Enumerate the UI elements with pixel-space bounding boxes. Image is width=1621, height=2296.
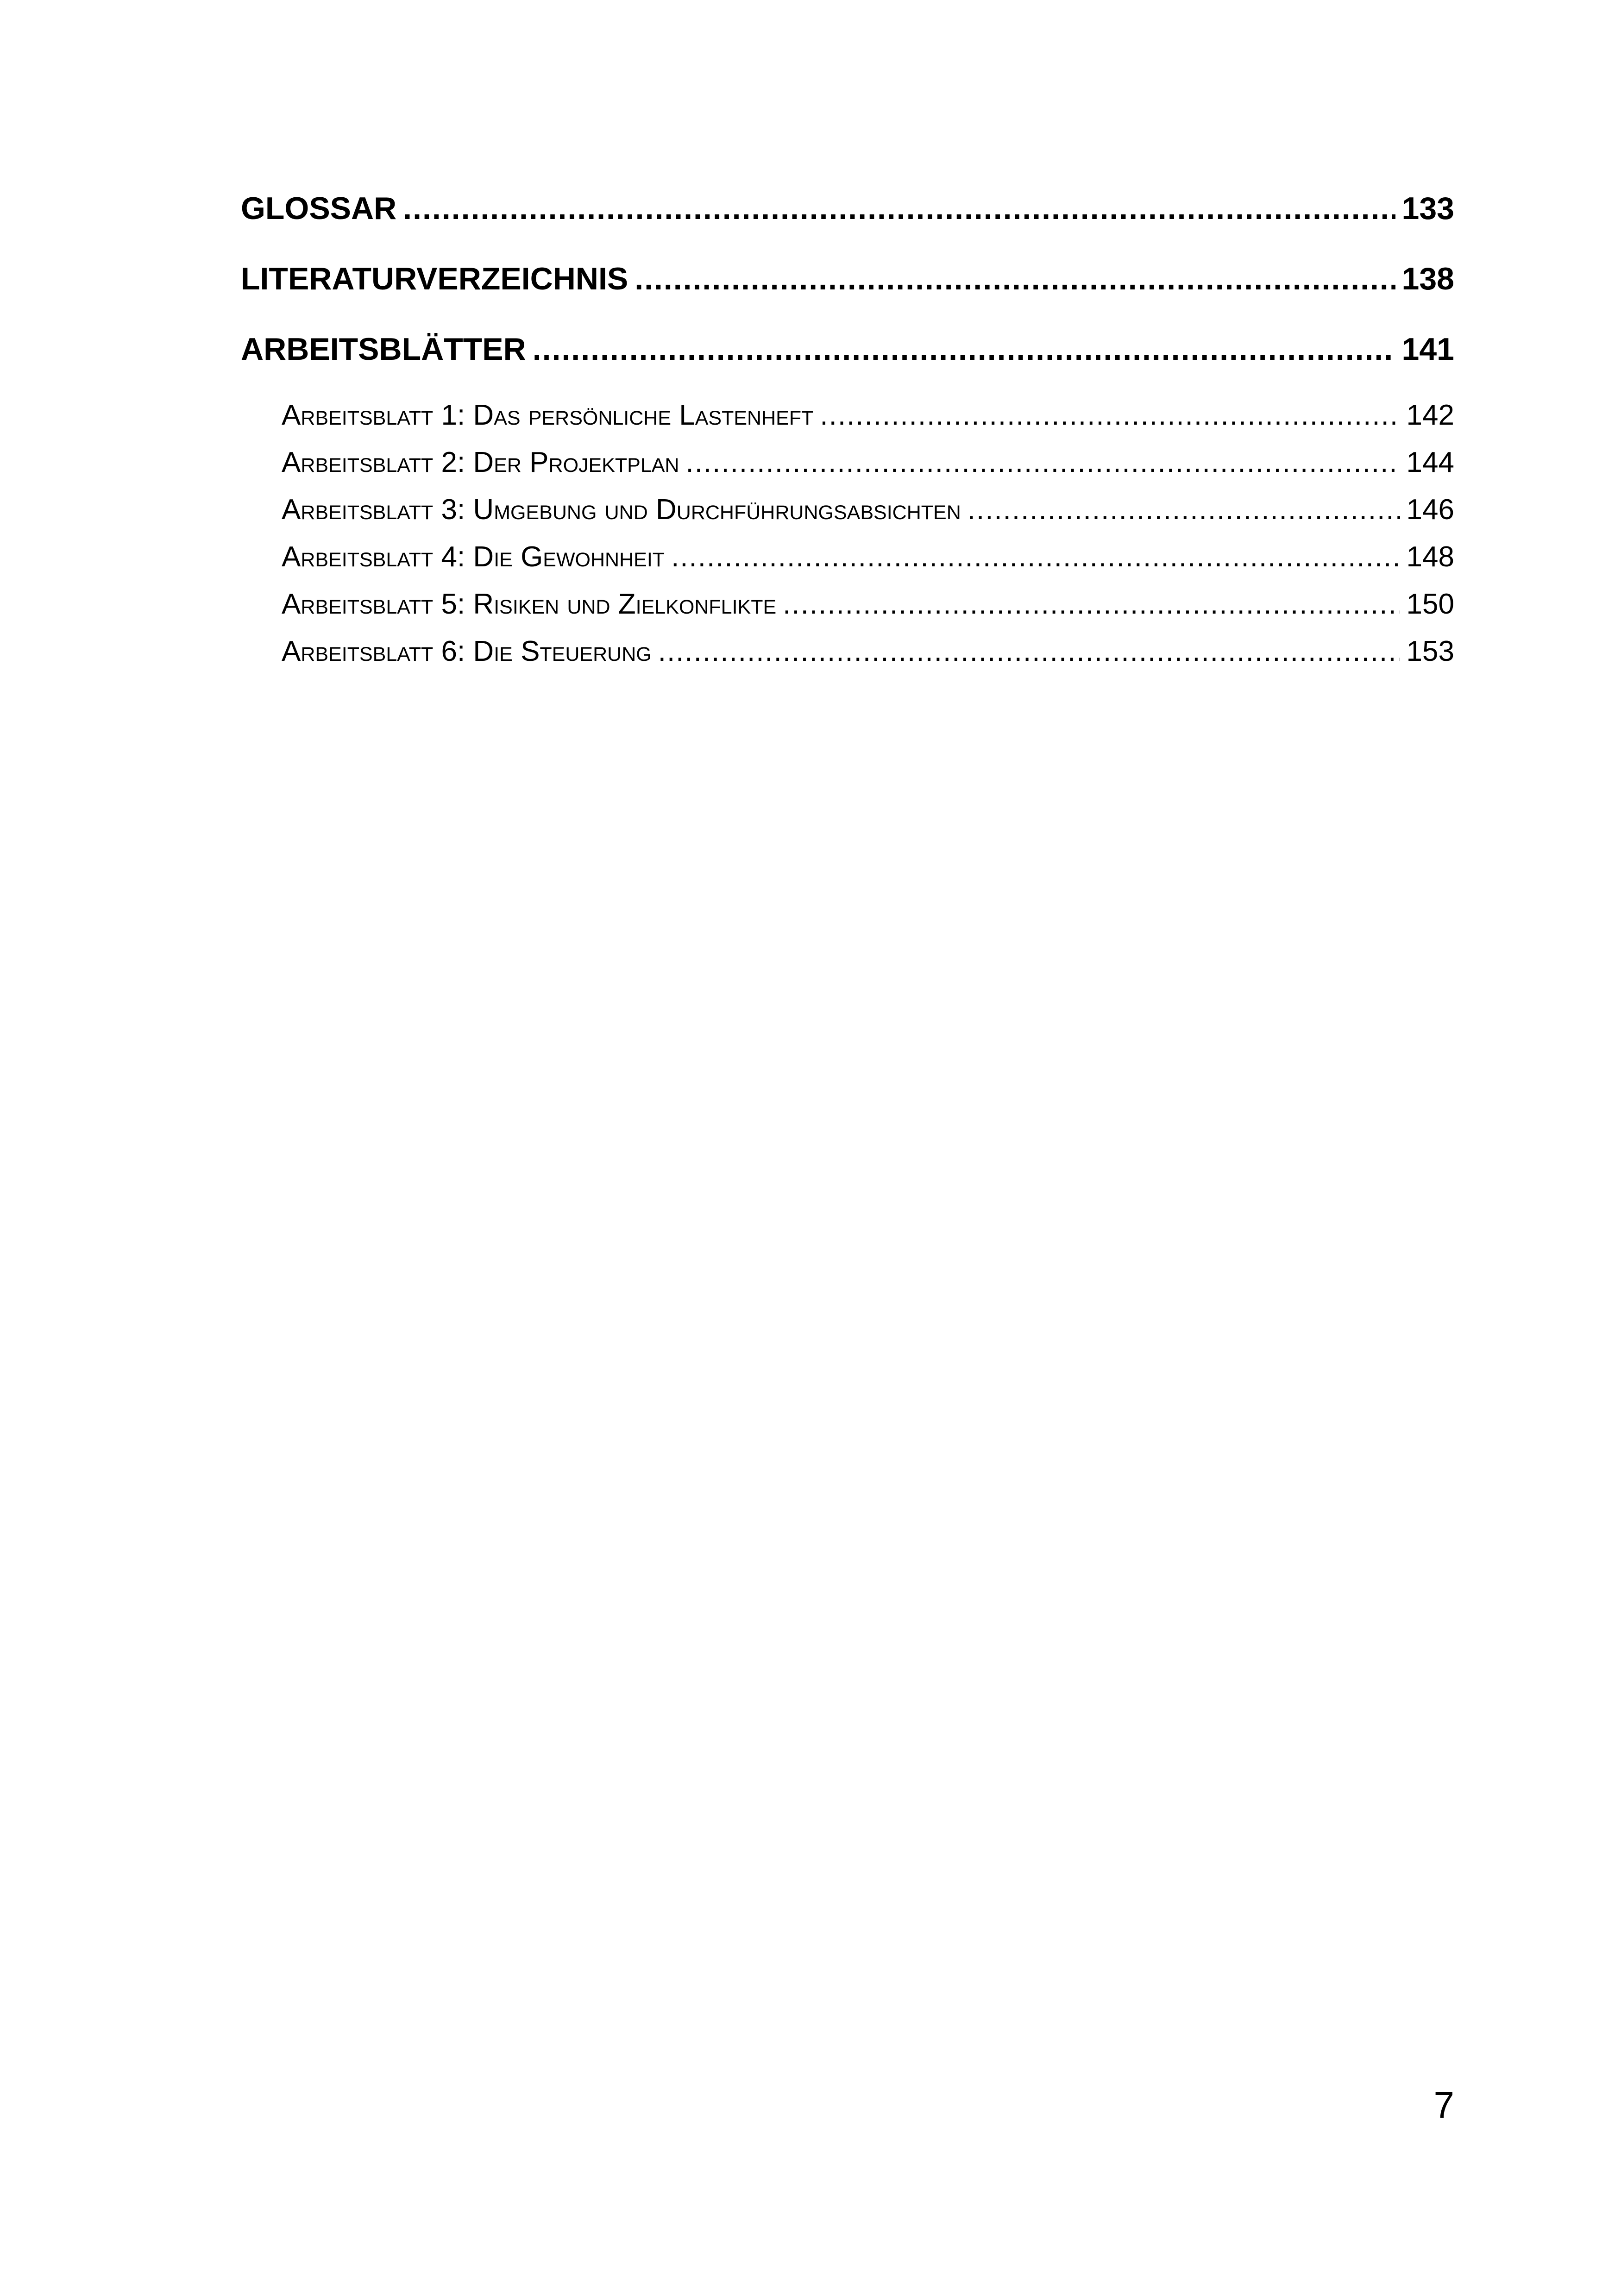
toc-entry-title: Arbeitsblatt 4: Die Gewohnheit <box>282 541 665 573</box>
toc-entry-page: 142 <box>1406 399 1454 431</box>
toc-entry-title: Arbeitsblatt 5: Risiken und Zielkonflikte <box>282 588 777 620</box>
toc-entry-page: 146 <box>1406 494 1454 526</box>
dot-leader <box>658 628 1400 675</box>
dot-leader <box>783 581 1400 628</box>
dot-leader <box>403 181 1395 236</box>
toc-sub-entry-arbeitsblatt-2[interactable] <box>282 439 1454 486</box>
toc-entry-title: LITERATURVERZEICHNIS <box>241 261 628 296</box>
toc-entry-title: ARBEITSBLÄTTER <box>241 332 526 367</box>
dot-leader <box>968 486 1400 533</box>
toc-sub-entry-arbeitsblatt-3[interactable] <box>282 486 1454 533</box>
toc-sub-entry-arbeitsblatt-4[interactable] <box>282 533 1454 581</box>
toc-entry-title: GLOSSAR <box>241 191 397 226</box>
toc-entry-page: 141 <box>1401 332 1454 367</box>
toc-entry-title: Arbeitsblatt 3: Umgebung und Durchführungsabsichten <box>282 494 961 526</box>
toc-sub-list <box>241 392 1454 675</box>
toc-entry-title: Arbeitsblatt 1: Das persönliche Lastenheft <box>282 399 814 431</box>
toc-entry-arbeitsblaetter[interactable] <box>241 321 1454 392</box>
toc-entry-page: 144 <box>1406 446 1454 478</box>
toc-entry-literaturverzeichnis[interactable] <box>241 251 1454 321</box>
toc-entry-title: Arbeitsblatt 2: Der Projektplan <box>282 446 679 478</box>
toc-entry-page: 138 <box>1401 261 1454 296</box>
toc-entry-page: 133 <box>1401 191 1454 226</box>
page-number: 7 <box>1433 2084 1454 2126</box>
toc-entry-page: 153 <box>1406 635 1454 667</box>
toc-entry-glossar[interactable] <box>241 181 1454 251</box>
dot-leader <box>533 321 1395 377</box>
toc-entry-page: 150 <box>1406 588 1454 620</box>
toc-sub-entry-arbeitsblatt-1[interactable] <box>282 392 1454 439</box>
toc-sub-entry-arbeitsblatt-5[interactable] <box>282 581 1454 628</box>
dot-leader <box>635 251 1395 307</box>
table-of-contents <box>241 181 1454 675</box>
toc-sub-entry-arbeitsblatt-6[interactable] <box>282 628 1454 675</box>
toc-entry-title: Arbeitsblatt 6: Die Steuerung <box>282 635 652 667</box>
dot-leader <box>820 392 1400 439</box>
dot-leader <box>671 533 1400 581</box>
toc-entry-page: 148 <box>1406 541 1454 573</box>
dot-leader <box>685 439 1400 486</box>
